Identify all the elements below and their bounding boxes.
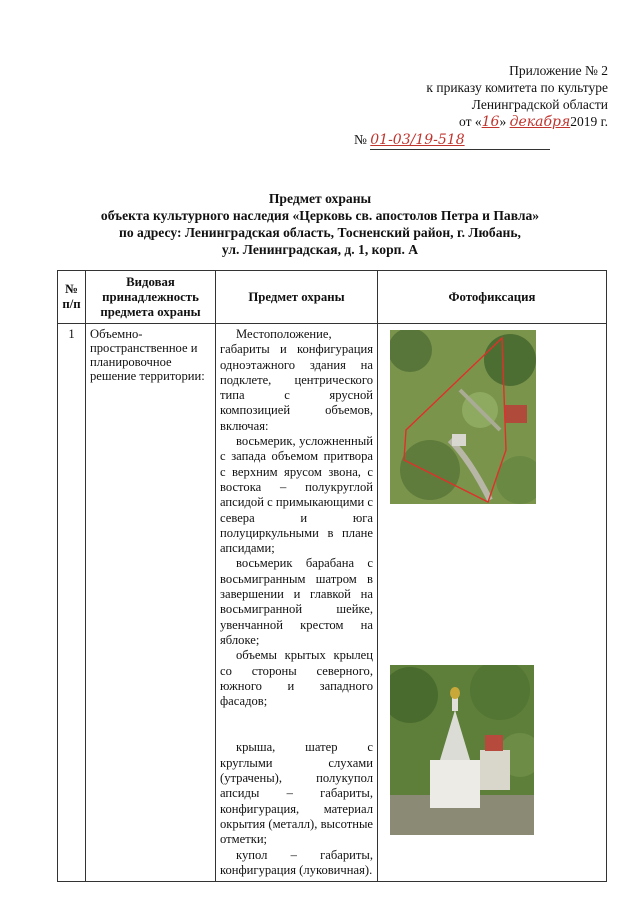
subject-paragraph: объемы крытых крылец со стороны северного, южного и западного фасадов;: [220, 648, 373, 709]
aerial-photo: [390, 330, 536, 504]
subject-paragraph: Местоположение, габариты и конфигурация одноэтажного здания на подклете, центрического типа с ярусной композицией объемов, включая:: [220, 327, 373, 433]
header-num: № п/п: [58, 271, 86, 324]
row-type: Объемно-пространственное и планировочное решение территории:: [86, 324, 216, 882]
handwritten-day: 16: [481, 114, 500, 130]
annex-date: от «16» декабря2019 г.: [459, 114, 608, 130]
annex-line-1: Приложение № 2: [509, 63, 608, 78]
heading-line-1: Предмет охраны: [268, 191, 372, 206]
row-subject: [216, 324, 378, 882]
annex-block: [348, 62, 608, 150]
heading-line-2: объекта культурного наследия «Церковь св. апостолов Петра и Павла»: [100, 208, 540, 223]
table-header-row: [58, 271, 607, 324]
church-photo: [390, 665, 534, 835]
subject-paragraph: восьмерик, усложненный с запада объемом притвора с верхним ярусом звона, с востока – полукруглой апсидой с примыкающими с севера и юга полуциркульными в плане апсидами;: [220, 434, 373, 556]
row-photo-cell: [378, 324, 607, 882]
document-heading: [0, 190, 640, 258]
subject-paragraph: купол – габариты, конфигурация (луковичная).: [220, 847, 373, 877]
annex-line-2: к приказу комитета по культуре: [426, 80, 608, 95]
row-num: 1: [58, 324, 86, 882]
handwritten-month: декабря: [509, 114, 571, 130]
subject-paragraph: крыша, шатер с круглыми слухами (утрачены), полукупол апсиды – габариты, конфигурация, материал окрытия (металл), высотные отметки;: [220, 740, 373, 847]
table-row: [58, 324, 607, 882]
protection-table: [57, 270, 607, 882]
subject-paragraph: восьмерик барабана с восьмигранным шатром в завершении и главкой на восьмигранной шейке, увенчанной крестом на яблоке;: [220, 556, 373, 647]
header-subject: Предмет охраны: [216, 271, 378, 324]
annex-number: № 01-03/19-518: [348, 131, 608, 150]
annex-line-3: Ленинградской области: [471, 97, 608, 112]
handwritten-number: 01-03/19-518: [370, 132, 465, 148]
header-type: Видовая принадлежность предмета охраны: [86, 271, 216, 324]
heading-line-4: ул. Ленинградская, д. 1, корп. А: [221, 242, 419, 257]
heading-line-3: по адресу: Ленинградская область, Тосненский район, г. Любань,: [119, 225, 521, 240]
header-photo: Фотофиксация: [378, 271, 607, 324]
